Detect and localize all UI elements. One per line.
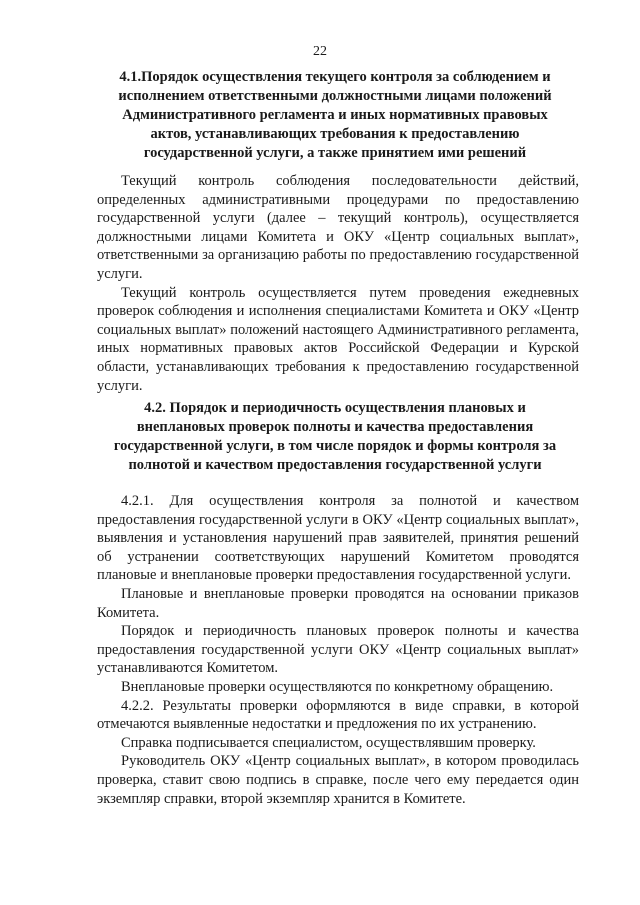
section-4-1-heading: 4.1.Порядок осуществления текущего контроля за соблюдением и исполнением ответственными должностными лицами положений Административного регламента и иных нормативных правовых актов, устанавливающих требования к предоставлению государственной услуги, а также принятием ими решений: [118, 69, 552, 161]
paragraph: Текущий контроль соблюдения последовательности действий, определенных административными процедурами по предоставлению государственной услуги (далее – текущий контроль), осуществляется должностными лицами Комитета и ОКУ «Центр социальных выплат», ответственными за организацию работы по предоставлению государственной услуги.: [97, 173, 579, 282]
paragraph: 4.2.2. Результаты проверки оформляются в виде справки, в которой отмечаются выявленные недостатки и предложения по их устранению.: [97, 697, 579, 733]
page-number: 22: [313, 44, 327, 59]
paragraph: Внеплановые проверки осуществляются по конкретному обращению.: [121, 678, 554, 695]
section-4-2-heading: 4.2. Порядок и периодичность осуществления плановых и внеплановых проверок полноты и качества предоставления государственной услуги, в том числе порядок и формы контроля за полнотой и качеством предоставления государственной услуги: [113, 400, 557, 473]
paragraph: Порядок и периодичность плановых проверок полноты и качества предоставления государственной услуги ОКУ «Центр социальных выплат» устанавливаются Комитетом.: [97, 623, 579, 677]
section-4-1-body: [97, 172, 579, 395]
paragraph: 4.2.1. Для осуществления контроля за полнотой и качеством предоставления государственной услуги в ОКУ «Центр социальных выплат», выявления и установления нарушений прав заявителей, принятия решений об устранении соответствующих нарушений Комитетом проводятся плановые и внеплановые проверки предоставления государственной услуги.: [97, 493, 579, 584]
paragraph: Плановые и внеплановые проверки проводятся на основании приказов Комитета.: [97, 585, 579, 621]
section-4-2-body: [97, 492, 579, 808]
paragraph: Текущий контроль осуществляется путем проведения ежедневных проверок соблюдения и исполнения специалистами Комитета и ОКУ «Центр социальных выплат» положений настоящего Административного регламента, иных нормативных правовых актов Российской Федерации и Курской области, устанавливающих требования к предоставлению государственной услуги.: [97, 284, 579, 394]
paragraph: Руководитель ОКУ «Центр социальных выплат», в котором проводилась проверка, ставит свою подпись в справке, после чего ему передается один экземпляр справки, второй экземпляр хранится в Комитете.: [97, 753, 579, 807]
paragraph: Справка подписывается специалистом, осуществлявшим проверку.: [121, 734, 536, 751]
